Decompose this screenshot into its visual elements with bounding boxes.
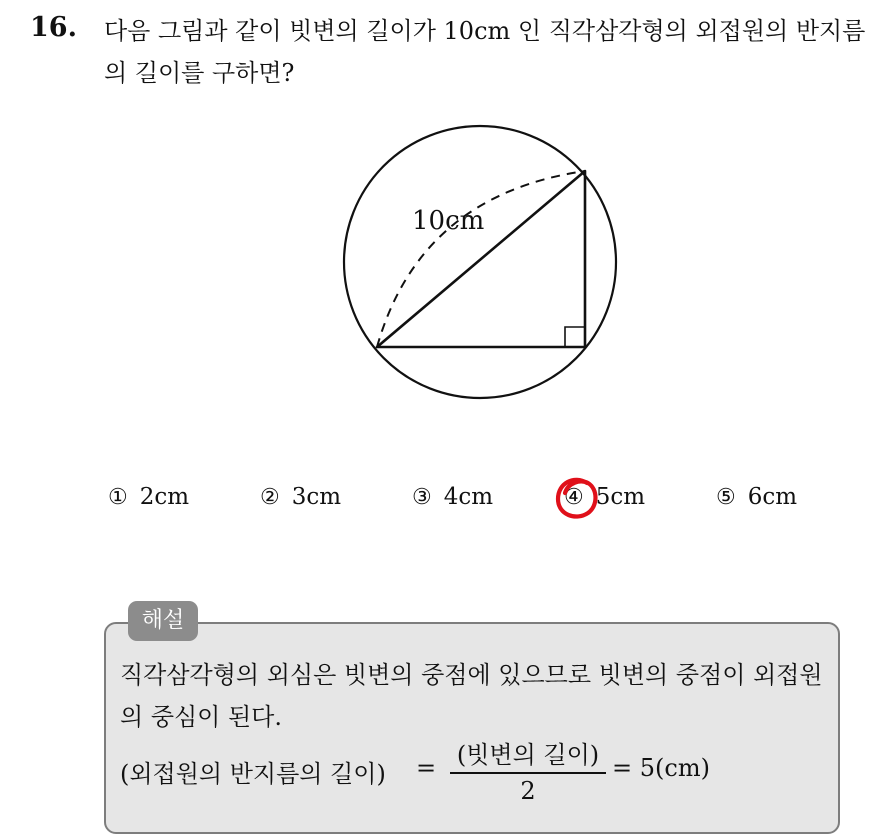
- choice-mark: ③: [412, 485, 432, 510]
- question-text: 다음 그림과 같이 빗변의 길이가 10cm 인 직각삼각형의 외접원의 반지름의 길이를 구하면?: [104, 17, 866, 87]
- choice-mark: ②: [260, 485, 280, 510]
- choice-label: 5cm: [595, 484, 646, 510]
- answer-choices: [0, 484, 884, 524]
- triangle-in-circle-figure: [330, 118, 630, 408]
- choice-mark: ①: [108, 485, 128, 510]
- choice-label: 2cm: [139, 484, 190, 510]
- choice-mark: ④: [564, 485, 584, 510]
- formula-fraction: [450, 740, 606, 806]
- solution-text: 직각삼각형의 외심은 빗변의 중점에 있으므로 빗변의 중점이 외접원의 중심이 된다.: [120, 661, 823, 731]
- formula-equals: =: [416, 754, 437, 782]
- solution-tag: 해설: [128, 601, 198, 641]
- choice-label: 4cm: [443, 484, 494, 510]
- formula-rhs: = 5(cm): [612, 754, 710, 782]
- choice-1[interactable]: [108, 484, 189, 510]
- hypotenuse-length-label: 10cm: [412, 206, 485, 236]
- choice-mark: ⑤: [716, 485, 736, 510]
- right-angle-marker: [565, 327, 585, 347]
- fraction-numerator: (빗변의 길이): [456, 741, 600, 769]
- choice-label: 6cm: [747, 484, 798, 510]
- choice-2[interactable]: [260, 484, 341, 510]
- choice-label: 3cm: [291, 484, 342, 510]
- fraction-denominator: 2: [520, 776, 536, 805]
- answer-circle-mark: [554, 475, 600, 523]
- formula-lhs: (외접원의 반지름의 길이): [120, 760, 386, 788]
- fraction-bar: [450, 772, 606, 774]
- choice-5[interactable]: [716, 484, 797, 510]
- choice-3[interactable]: [412, 484, 493, 510]
- question-number: 16.: [30, 12, 77, 43]
- circumcircle: [344, 126, 616, 398]
- right-triangle: [377, 171, 585, 347]
